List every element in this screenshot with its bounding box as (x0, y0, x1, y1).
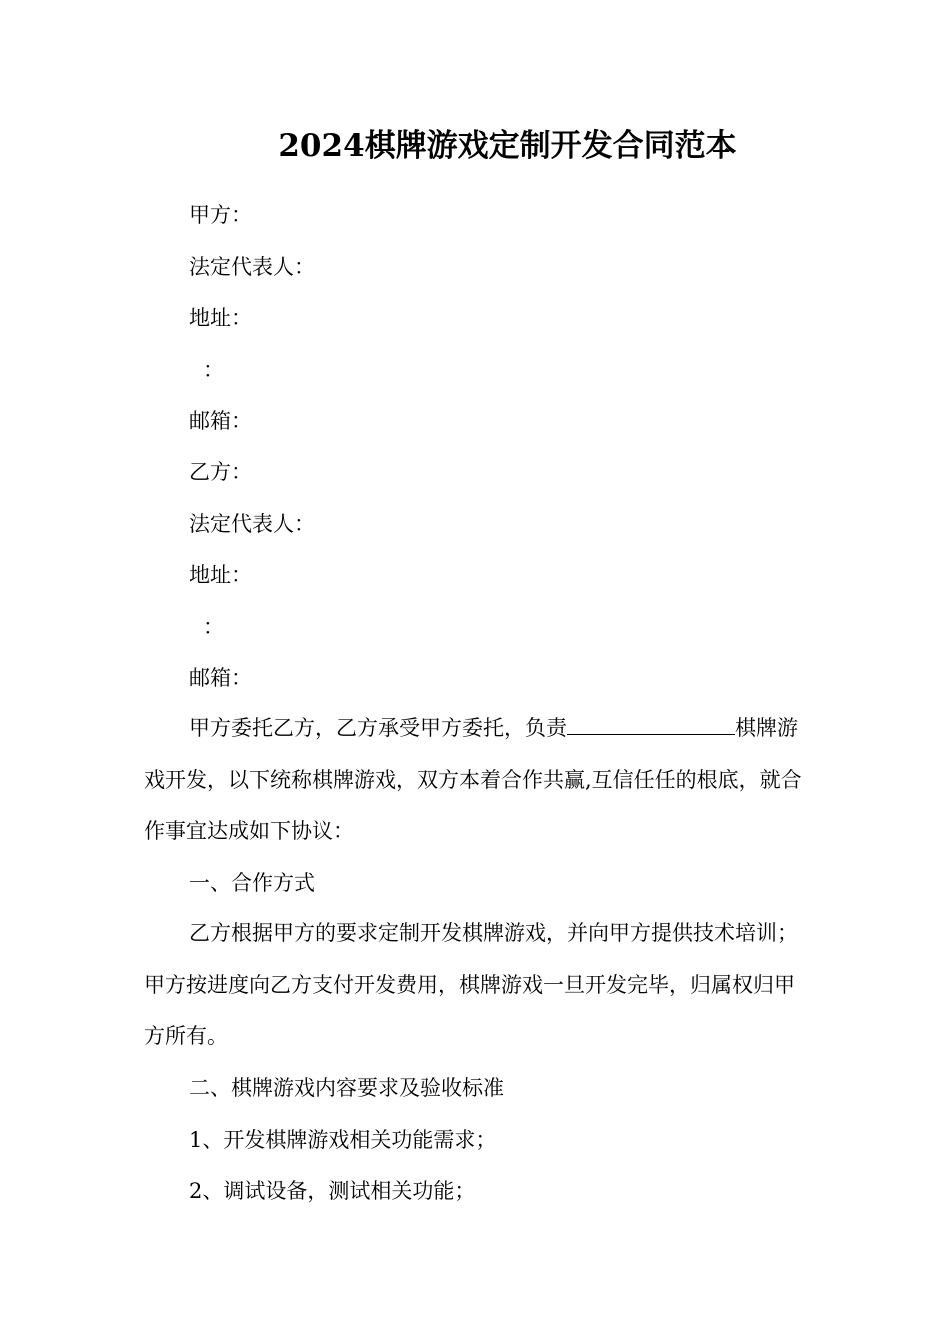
intro-paragraph (144, 703, 808, 858)
section1-body: 乙方根据甲方的要求定制开发棋牌游戏，并向甲方提供技术培训；甲方按进度向乙方支付开发费用，棋牌游戏一旦开发完毕，归属权归甲方所有。 (144, 921, 798, 1048)
party-b-email: 邮箱： (189, 666, 252, 690)
document-title: 2024棋牌游戏定制开发合同范本 (278, 128, 737, 164)
party-a-phone: ： (203, 358, 224, 382)
section2-item2: 2、调试设备，测试相关功能； (189, 1179, 476, 1203)
party-a-label: 甲方： (189, 203, 252, 227)
intro-before-blank: 甲方委托乙方，乙方承受甲方委托，负责 (189, 716, 567, 740)
intro-after-blank: 棋牌游戏开发，以下统称棋牌游戏，双方本着合作共赢,互信任任的根底，就合作事宜达成如下协议： (144, 716, 802, 843)
fill-in-blank (567, 714, 735, 735)
party-b-address: 地址： (189, 563, 252, 587)
section2-heading: 二、棋牌游戏内容要求及验收标准 (189, 1076, 504, 1100)
section1-heading: 一、合作方式 (189, 871, 315, 895)
party-a-rep: 法定代表人： (189, 255, 315, 279)
party-a-email: 邮箱： (189, 409, 252, 433)
party-b-phone: ： (203, 615, 224, 639)
section2-item1: 1、开发棋牌游戏相关功能需求； (189, 1128, 497, 1152)
party-a-address: 地址： (189, 306, 252, 330)
party-b-rep: 法定代表人： (189, 512, 315, 536)
party-b-label: 乙方： (189, 460, 252, 484)
